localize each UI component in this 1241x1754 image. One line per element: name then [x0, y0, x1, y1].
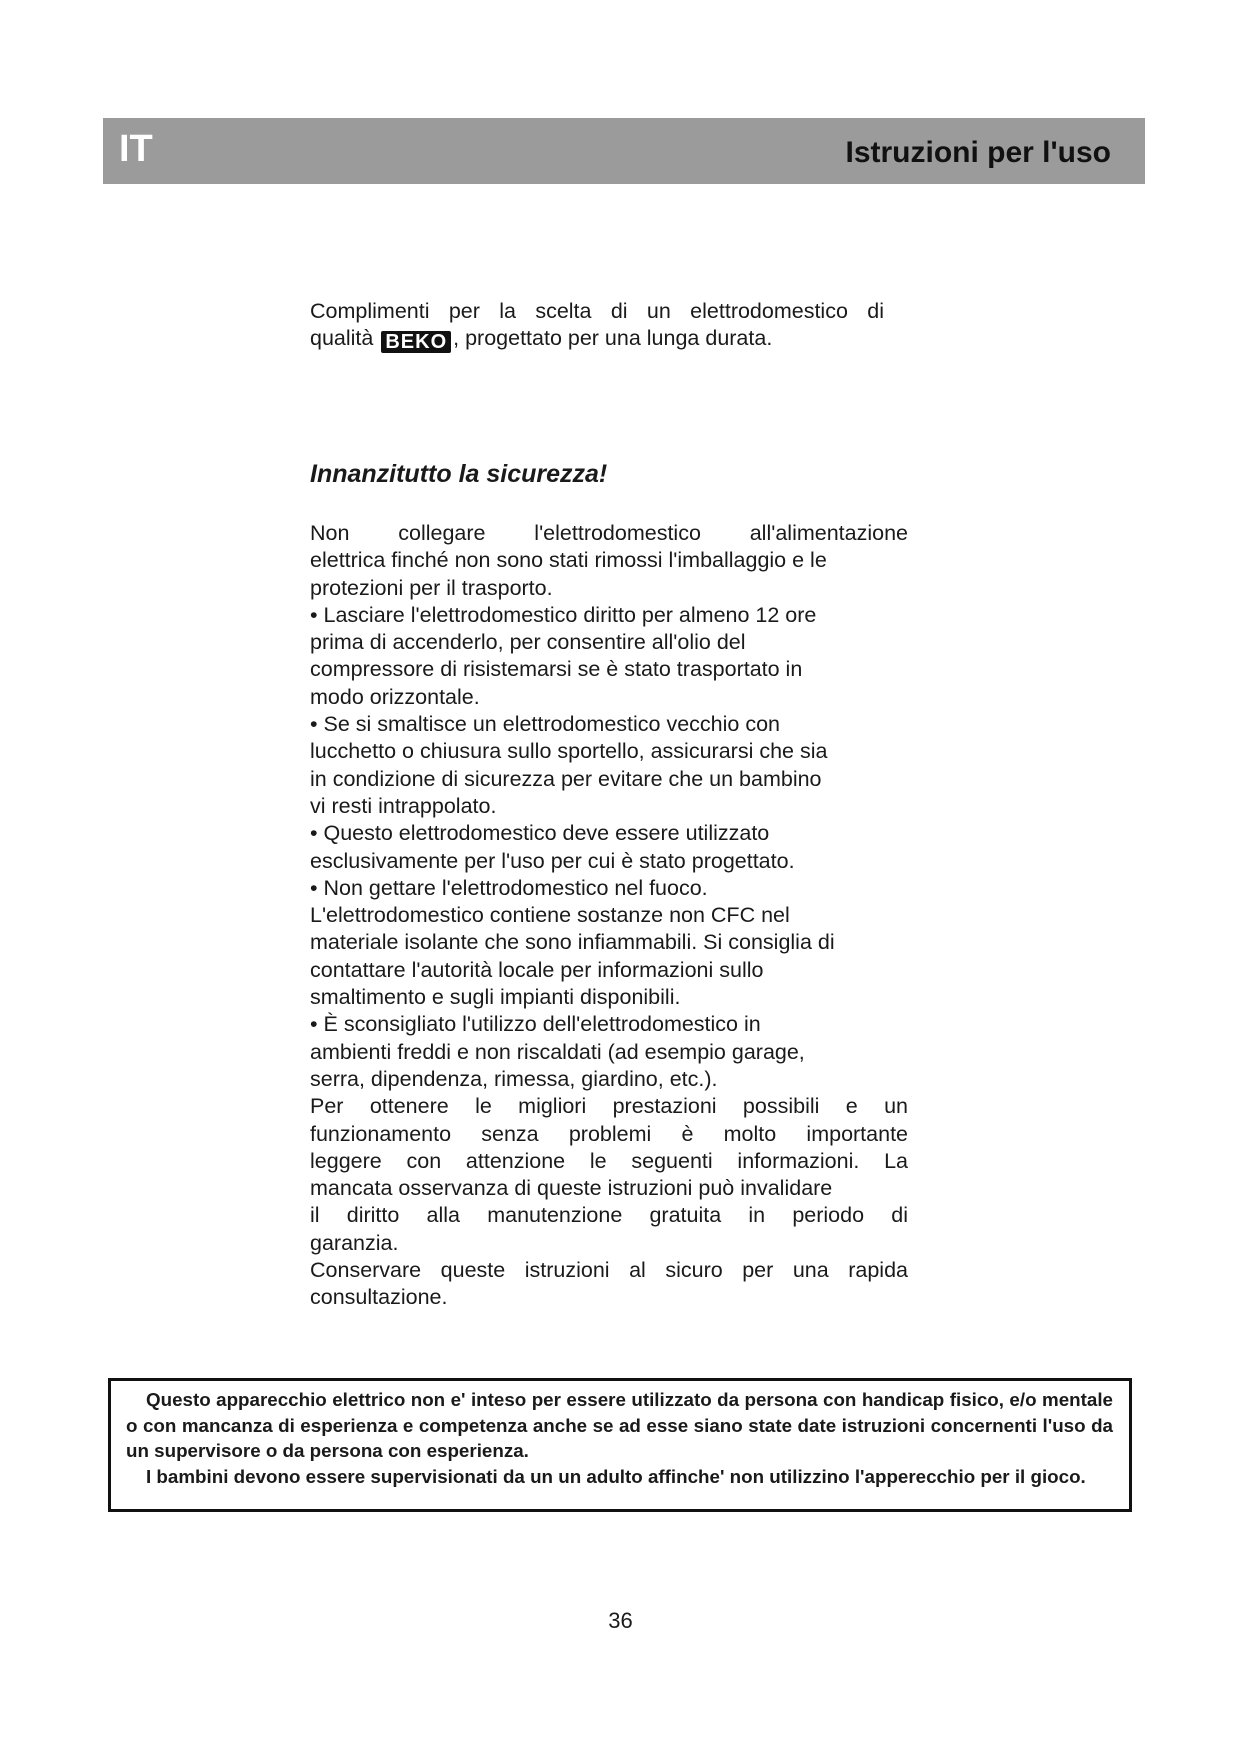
intro-line-2	[310, 325, 884, 353]
intro-text-after-logo: , progettato per una lunga durata.	[453, 326, 773, 350]
text-line: • Non gettare l'elettrodomestico nel fuoco.	[310, 875, 708, 900]
text-line: Non collegare l'elettrodomestico all'alimentazione	[310, 521, 908, 545]
text-line: • È sconsigliato l'utilizzo dell'elettrodomestico in	[310, 1012, 761, 1037]
text-line: consultazione.	[310, 1285, 448, 1310]
safety-text	[310, 520, 908, 1312]
warning-paragraph-1: Questo apparecchio elettrico non e' inteso per essere utilizzato da persona con handicap fisico, e/o mentale o con mancanza di esperienza e competenza anche se ad esse siano state date istruzioni concernenti l'uso da un supervisore o da persona con esperienza.	[126, 1389, 1113, 1461]
text-line: lucchetto o chiusura sullo sportello, assicurarsi che sia	[310, 739, 828, 764]
text-line: garanzia.	[310, 1230, 399, 1255]
text-line: esclusivamente per l'uso per cui è stato progettato.	[310, 848, 795, 873]
text-line: L'elettrodomestico contiene sostanze non CFC nel	[310, 903, 790, 928]
warning-paragraph-2: I bambini devono essere supervisionati da un un adulto affinche' non utilizzino l'apperecchio per il gioco.	[146, 1465, 1086, 1487]
header-bar	[103, 118, 1145, 184]
beko-logo: BEKO	[381, 331, 451, 353]
text-line: serra, dipendenza, rimessa, giardino, etc.).	[310, 1066, 718, 1091]
text-line: funzionamento senza problemi è molto importante	[310, 1121, 908, 1146]
intro-line-1: Complimenti per la scelta di un elettrodomestico di	[310, 299, 884, 323]
safety-heading: Innanzitutto la sicurezza!	[310, 460, 608, 488]
text-line: prima di accenderlo, per consentire all'olio del	[310, 630, 746, 655]
text-line: in condizione di sicurezza per evitare che un bambino	[310, 766, 822, 791]
text-line: materiale isolante che sono infiammabili. Si consiglia di	[310, 930, 835, 955]
text-line: Conservare queste istruzioni al sicuro per una rapida	[310, 1258, 908, 1283]
text-line: • Questo elettrodomestico deve essere utilizzato	[310, 821, 770, 846]
language-code: IT	[119, 128, 153, 170]
text-line: elettrica finché non sono stati rimossi l'imballaggio e le	[310, 548, 827, 573]
text-line: mancata osservanza di queste istruzioni può invalidare	[310, 1176, 833, 1201]
page-title: Istruzioni per l'uso	[845, 136, 1111, 169]
text-line: compressore di risistemarsi se è stato trasportato in	[310, 657, 803, 682]
intro-text-before-logo: qualità	[310, 326, 380, 350]
text-line: il diritto alla manutenzione gratuita in periodo di	[310, 1203, 908, 1228]
text-line: ambienti freddi e non riscaldati (ad esempio garage,	[310, 1039, 805, 1064]
text-line: vi resti intrappolato.	[310, 793, 497, 818]
text-line: • Se si smaltisce un elettrodomestico vecchio con	[310, 712, 780, 737]
text-line: smaltimento e sugli impianti disponibili.	[310, 985, 681, 1010]
text-line: leggere con attenzione le seguenti informazioni. La	[310, 1148, 908, 1173]
warning-box	[108, 1378, 1132, 1512]
text-line: contattare l'autorità locale per informazioni sullo	[310, 957, 764, 982]
intro-paragraph	[310, 298, 884, 353]
page-number: 36	[608, 1608, 633, 1633]
text-line: Per ottenere le migliori prestazioni possibili e un	[310, 1094, 908, 1119]
text-line: protezioni per il trasporto.	[310, 575, 553, 600]
text-line: modo orizzontale.	[310, 684, 480, 709]
text-line: • Lasciare l'elettrodomestico diritto per almeno 12 ore	[310, 602, 817, 627]
